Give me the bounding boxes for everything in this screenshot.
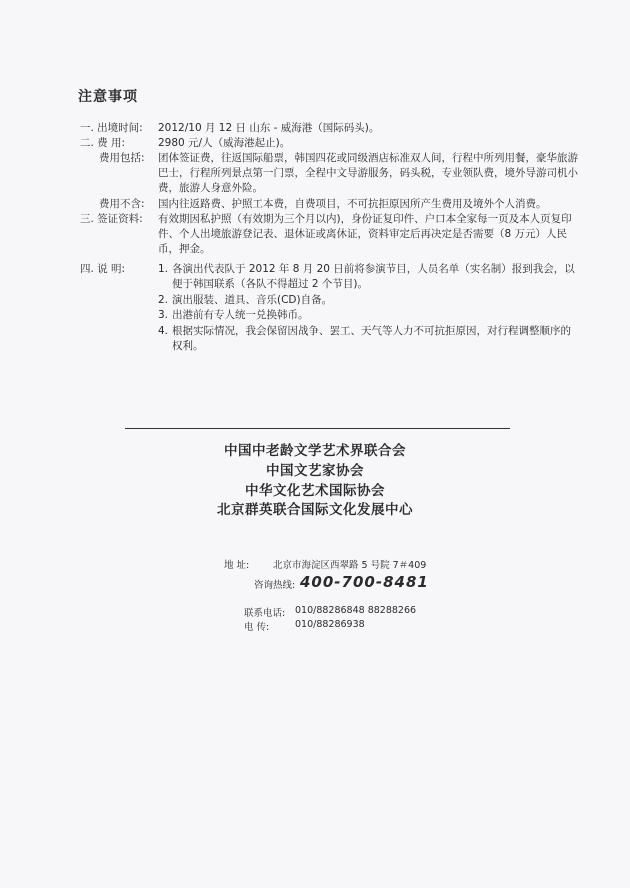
section-divider bbox=[125, 428, 510, 429]
phone-label: 联系电话: bbox=[244, 608, 286, 619]
fax-label: 电 传: bbox=[244, 622, 270, 633]
item-label: 二. 费 用: bbox=[80, 137, 126, 149]
address-value: 北京市海淀区西翠路 5 号院 7＃409 bbox=[273, 560, 427, 571]
hotline-number: 400-700-8481 bbox=[300, 573, 429, 591]
item-value: 2980 元/人（威海港起止)。 bbox=[158, 137, 291, 149]
list-item-text: 出港前有专人统一兑换韩币。 bbox=[172, 309, 309, 321]
item-label: 三. 签证资料: bbox=[80, 213, 143, 225]
item-value: 团体签证费，往返国际船票，韩国四花或同级酒店标准双人间，行程中所列用餐，豪华旅游巴士，行程所列景点第一门票，全程中文导游服务，码头税，专业领队费，境外导游司机小费，旅游人身意外险。 bbox=[158, 152, 578, 194]
item-label: 费用包括: bbox=[99, 152, 145, 164]
address-label: 地 址: bbox=[224, 560, 250, 571]
item-value: 2012/10 月 12 日 山东 - 威海港（国际码头)。 bbox=[158, 122, 380, 134]
item-value: 国内往返路费、护照工本费，自费项目，不可抗拒原因所产生费用及境外个人消费。 bbox=[158, 198, 547, 210]
item-label: 费用不含: bbox=[99, 198, 145, 210]
list-item-number: 2. bbox=[158, 294, 169, 306]
list-item-number: 1. bbox=[158, 263, 169, 275]
item-label: 四. 说 明: bbox=[80, 263, 126, 275]
notice-heading: 注意事项 bbox=[78, 89, 138, 105]
list-item-text: 演出服装、道具、音乐(CD)自备。 bbox=[172, 294, 333, 306]
list-item-number: 4. bbox=[158, 325, 169, 337]
organization-name: 中华文化艺术国际协会 bbox=[245, 483, 385, 499]
organization-name: 中国中老龄文学艺术界联合会 bbox=[224, 443, 406, 459]
item-label: 一. 出境时间: bbox=[80, 122, 143, 134]
phone-value: 010/88286848 88288266 bbox=[295, 605, 417, 616]
list-item-number: 3. bbox=[158, 309, 169, 321]
list-item-text: 根据实际情况，我会保留因战争、罢工、天气等人力不可抗拒原因，对行程调整顺序的权利。 bbox=[172, 325, 571, 352]
item-value: 有效期因私护照（有效期为三个月以内)，身份证复印件、户口本全家每一页及本人页复印件、个人出境旅游登记表、退休证或离休证，资料审定后再决定是否需要（8 万元）人民币，押金。 bbox=[158, 213, 572, 255]
hotline-label: 咨询热线: bbox=[254, 580, 296, 591]
list-item-text: 各演出代表队于 2012 年 8 月 20 日前将参演节目，人员名单（实名制）报到我会，以便于韩国联系（各队不得超过 2 个节目)。 bbox=[172, 263, 575, 290]
organization-name: 中国文艺家协会 bbox=[266, 463, 364, 479]
fax-value: 010/88286938 bbox=[295, 619, 365, 630]
organization-name: 北京群英联合国际文化发展中心 bbox=[217, 502, 413, 518]
